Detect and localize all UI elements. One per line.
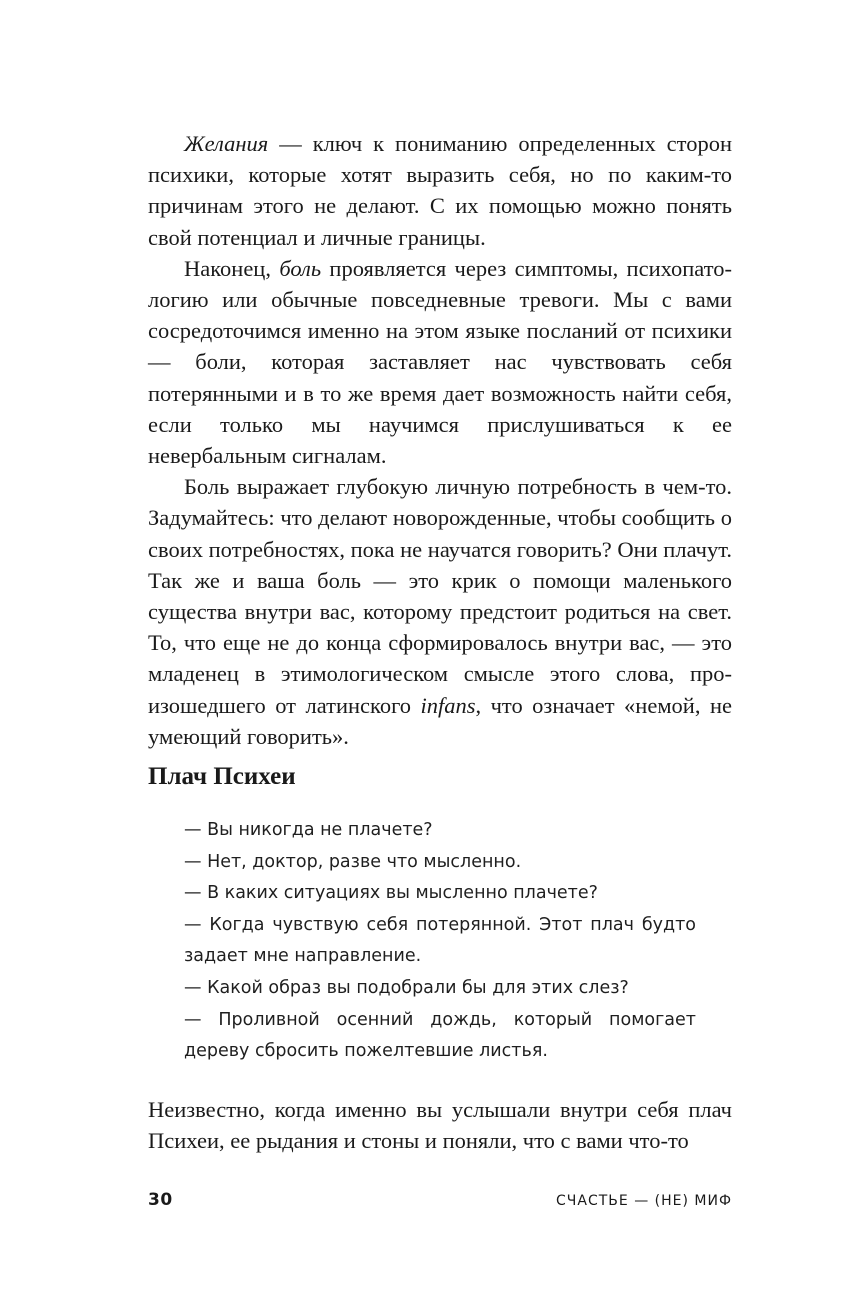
- running-title: СЧАСТЬЕ — (НЕ) МИФ: [556, 1193, 732, 1209]
- paragraph: [148, 471, 732, 752]
- dialogue-line: — Какой образ вы подобрали бы для этих слез?: [184, 977, 629, 998]
- paragraph-text: проявляется через симптомы, психопатологию или обычные повседневные тревоги. Мы с вами сосредоточимся именно на этом языке посланий от психики — боли, которая заставляет нас чувствовать себя потерянными и в то же время дает возможность найти себя, если только мы научимся прислушиваться к ее невербальным сигналам.: [148, 255, 733, 469]
- section-heading: Плач Психеи: [148, 763, 296, 790]
- body-text-section: [148, 128, 732, 752]
- body-text-section: [148, 1094, 732, 1156]
- italic-term: infans: [420, 692, 476, 718]
- paragraph: [148, 253, 732, 471]
- dialogue-line: — Когда чувствую себя потерянной. Этот плач будто задает мне направление.: [184, 914, 696, 967]
- dialogue-line: — В каких ситуациях вы мысленно плачете?: [184, 883, 598, 904]
- paragraph-text: — ключ к пониманию определенных сторон психики, которые хотят выразить себя, но по каким-то причинам этого не делают. С их помощью можно понять свой потенциал и личные границы.: [148, 131, 732, 250]
- dialogue-line: — Проливной осенний дождь, который помогает дереву сбросить пожелтевшие листья.: [184, 1009, 696, 1062]
- paragraph: [148, 128, 732, 253]
- paragraph-text: Боль выражает глубокую личную потребность в чем-то. Задумайтесь: что делают новорожденные, чтобы сообщить о своих потребностях, пока не научатся говорить? Они плачут. Так же и ваша боль — это крик о помощи маленького существа внутри вас, которому предстоит родиться на свет. То, что еще не до конца сформировалось внутри вас, — это младенец в этимологическом смысле этого слова, произошедшего от латинского: [148, 474, 732, 718]
- dialogue-block: [184, 815, 696, 1068]
- paragraph: Неизвестно, когда именно вы услышали внутри себя плач Психеи, ее рыдания и стоны и поняли, что с вами что-то: [148, 1097, 732, 1154]
- italic-term: боль: [279, 255, 322, 281]
- paragraph-text: Наконец,: [184, 255, 280, 281]
- dialogue-line: — Нет, доктор, разве что мысленно.: [184, 851, 522, 872]
- paragraph-text: , что означает «немой, не умеющий говорить».: [148, 692, 732, 749]
- dialogue-line: — Вы никогда не плачете?: [184, 820, 433, 840]
- italic-term: Желания: [184, 131, 269, 156]
- page-number: 30: [148, 1190, 173, 1210]
